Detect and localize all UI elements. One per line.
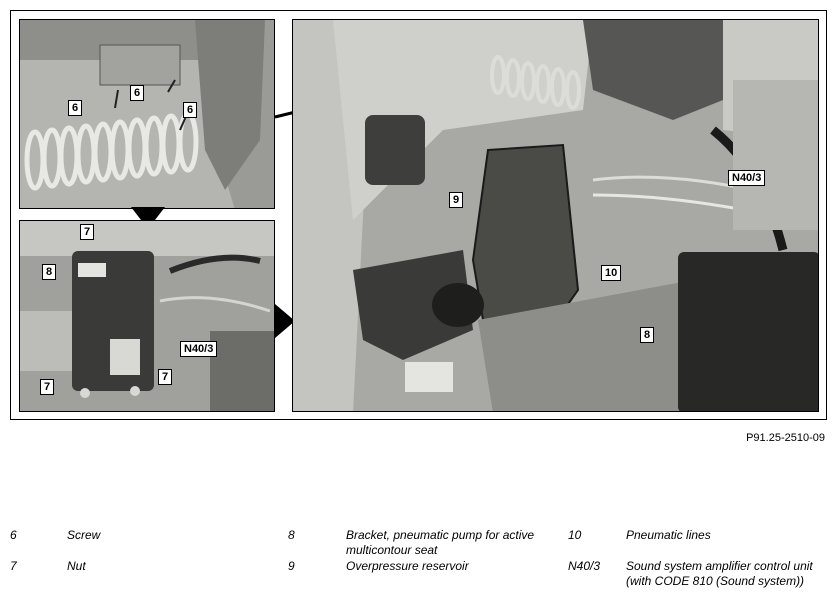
legend-code-9: 9	[288, 559, 295, 573]
photo-screws-detail	[19, 19, 275, 209]
legend-text-6: Screw	[67, 528, 101, 542]
legend-code-10: 10	[568, 528, 582, 542]
callout-pneumatic-lines-10: 10	[601, 265, 621, 281]
photo-bracket-detail	[19, 220, 275, 412]
callout-nut-7a: 7	[80, 224, 94, 240]
callout-nut-7b: 7	[40, 379, 54, 395]
legend-code-8: 8	[288, 528, 295, 542]
legend-code-n40: N40/3	[568, 559, 601, 573]
legend-text-n40: Sound system amplifier control unit (with CODE 810 (Sound system))	[626, 559, 813, 588]
photo-screws-illustration	[20, 20, 275, 209]
callout-nut-7c: 7	[158, 369, 172, 385]
callout-bracket-8: 8	[42, 264, 56, 280]
callout-amplifier-n40: N40/3	[180, 341, 217, 357]
photo-bracket-illustration	[20, 221, 275, 412]
legend-text-7: Nut	[67, 559, 86, 573]
callout-screw-6c: 6	[183, 102, 197, 118]
callout-bracket-8-main: 8	[640, 327, 654, 343]
legend-text-8: Bracket, pneumatic pump for active multicontour seat	[346, 528, 535, 557]
callout-screw-6a: 6	[68, 100, 82, 116]
photo-main-illustration	[293, 20, 819, 412]
legend-text-9: Overpressure reservoir	[346, 559, 469, 573]
callout-amplifier-n40-main: N40/3	[728, 170, 765, 186]
legend-text-10: Pneumatic lines	[626, 528, 711, 542]
figure-code: P91.25-2510-09	[746, 432, 825, 444]
callout-reservoir-9: 9	[449, 192, 463, 208]
legend-code-7: 7	[10, 559, 17, 573]
legend-code-6: 6	[10, 528, 17, 542]
figure-frame	[10, 10, 827, 420]
photo-main-overview	[292, 19, 819, 412]
callout-screw-6b: 6	[130, 85, 144, 101]
